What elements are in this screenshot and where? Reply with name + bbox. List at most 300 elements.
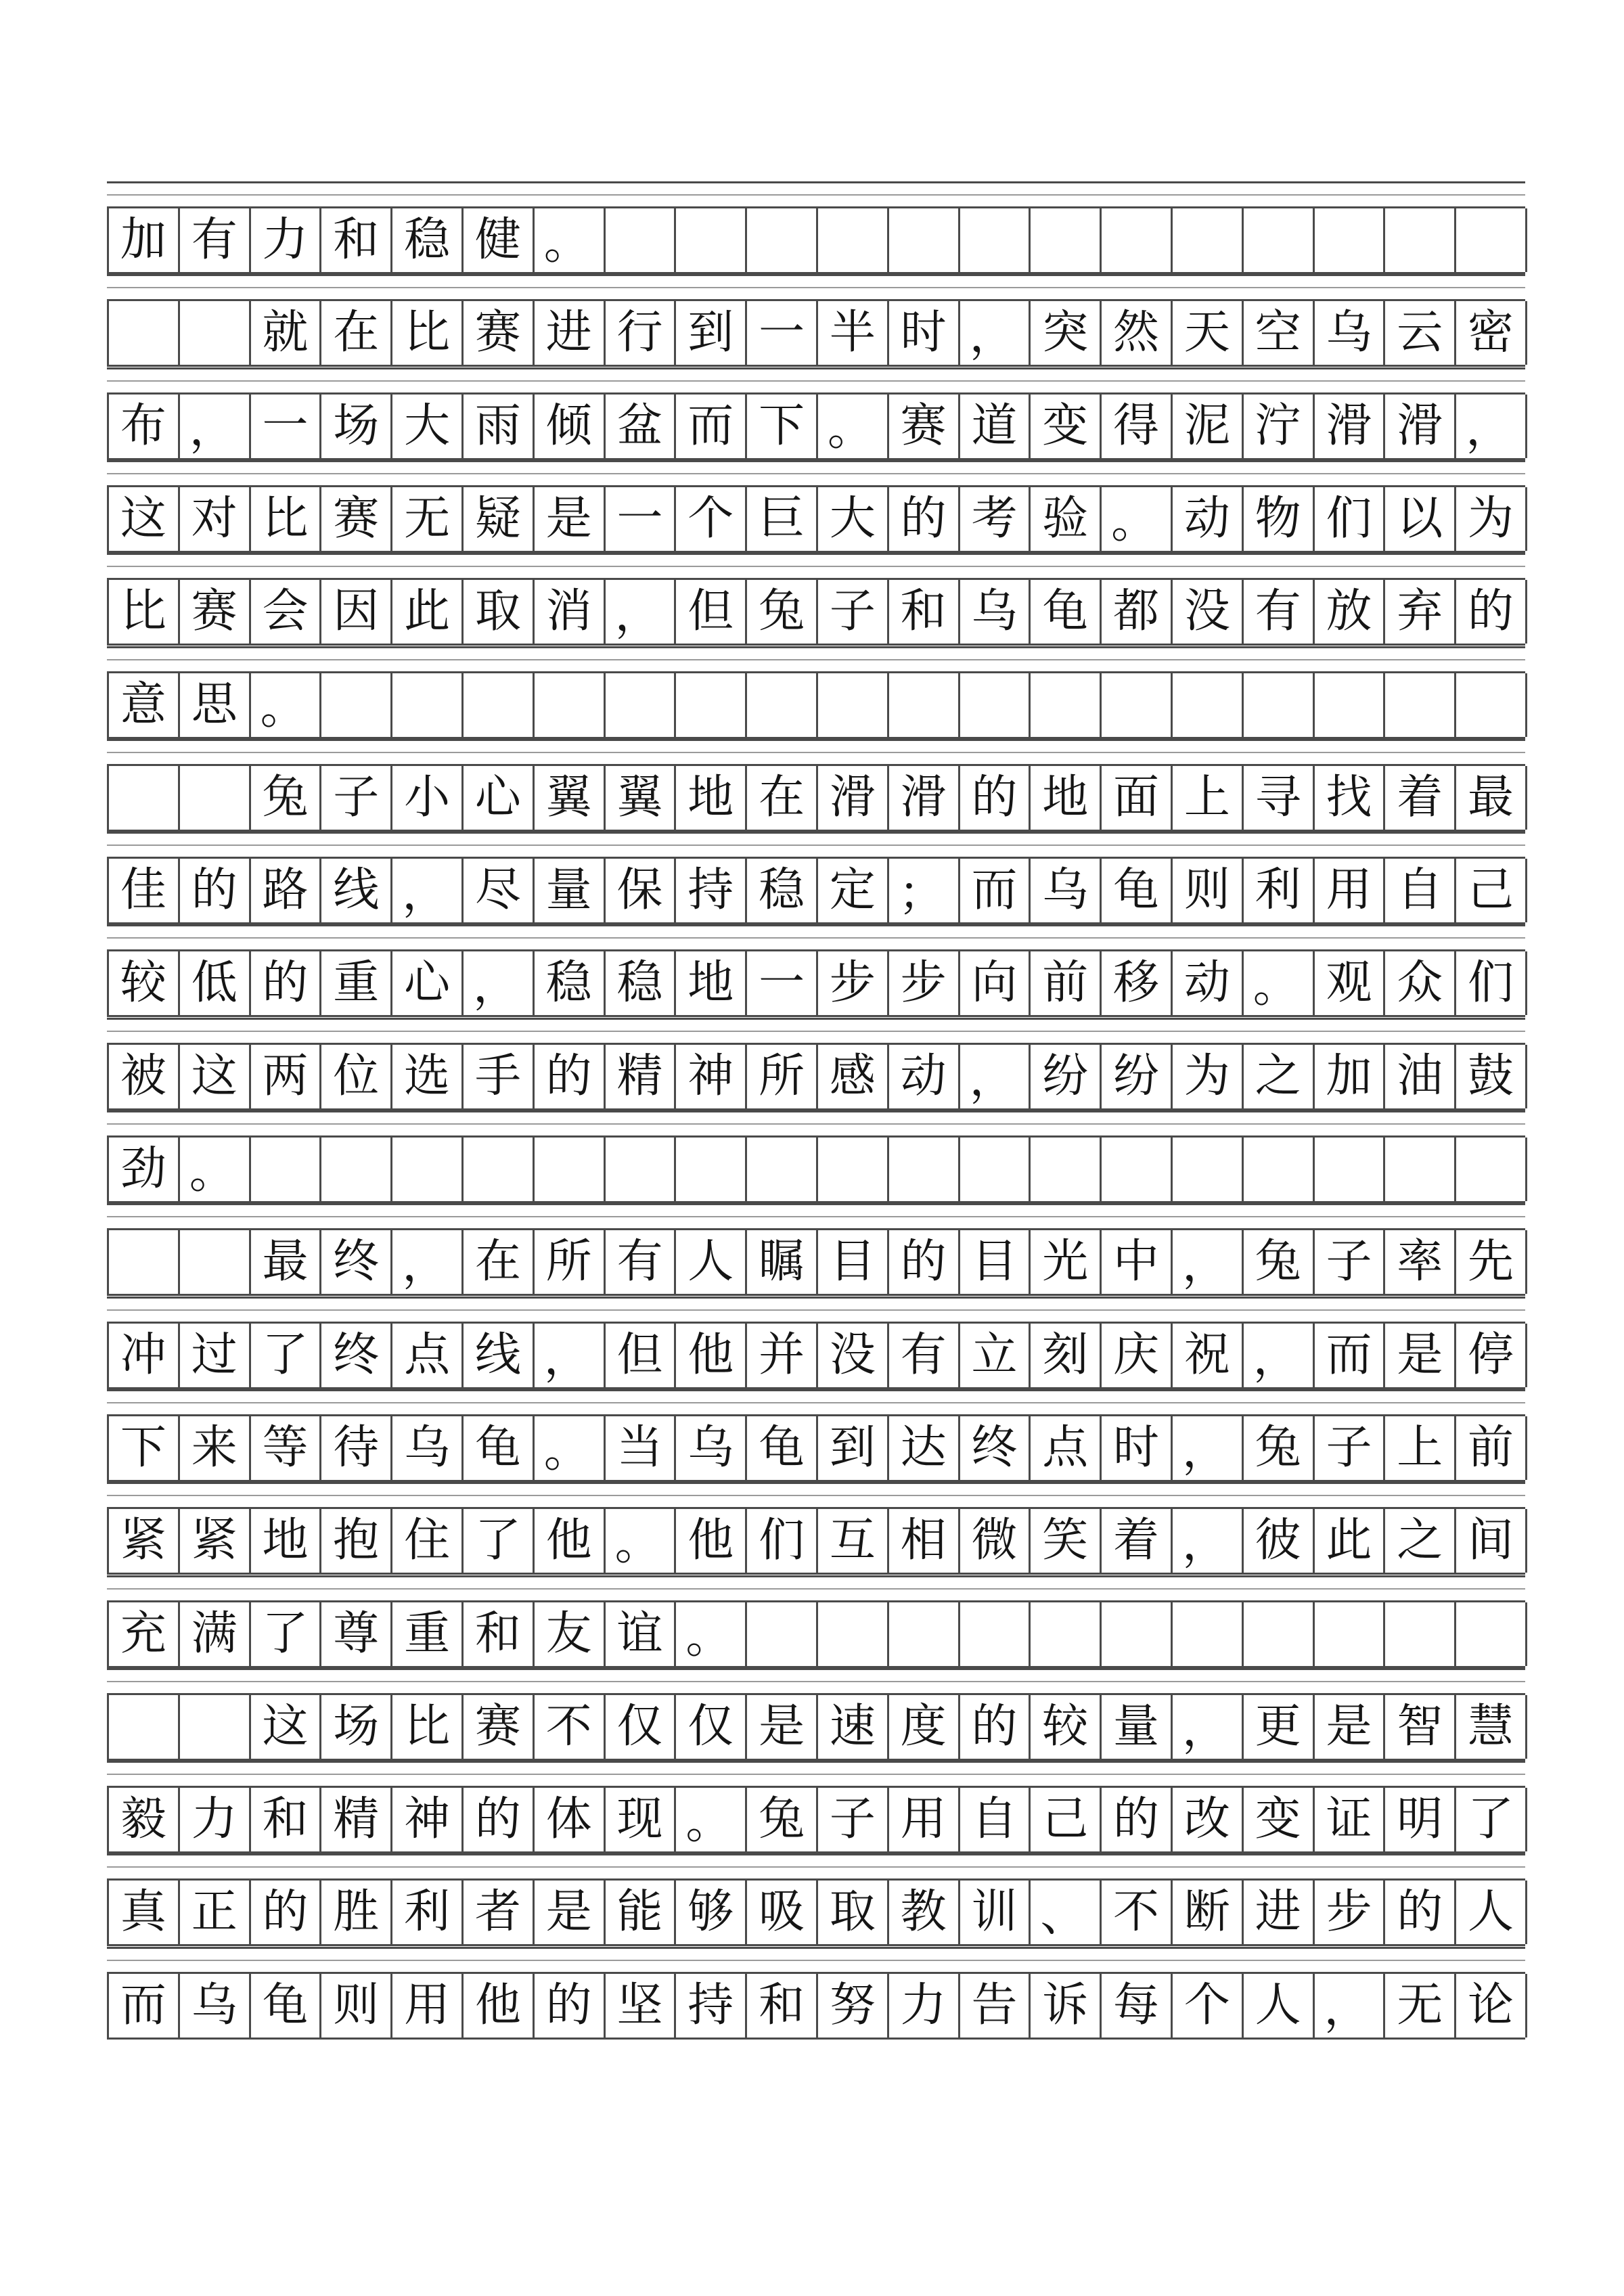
grid-cell: 一 [251, 395, 322, 458]
grid-cell: 步 [1315, 1881, 1386, 1944]
grid-cell: 和 [251, 1788, 322, 1851]
grid-cell: ， [606, 580, 677, 644]
grid-cell: 所 [535, 1230, 606, 1294]
grid-cell: 友 [535, 1602, 606, 1666]
grid-cell: 健 [464, 208, 535, 272]
grid-cell [818, 1138, 889, 1201]
grid-cell: 劲 [109, 1138, 180, 1201]
grid-cell: 地 [1031, 766, 1102, 830]
grid-cell: 用 [392, 1974, 464, 2038]
grid-cell: 告 [960, 1974, 1031, 2038]
row-spacer [107, 646, 1525, 673]
grid-cell: 乌 [180, 1974, 251, 2038]
grid-cell: ， [960, 1045, 1031, 1108]
grid-cell: 而 [960, 859, 1031, 922]
grid-cell: 量 [535, 859, 606, 922]
grid-cell: ， [1173, 1416, 1244, 1480]
grid-cell: 油 [1385, 1045, 1456, 1108]
row-cells [107, 301, 1525, 367]
grid-cell: 找 [1315, 766, 1386, 830]
grid-cell [1102, 1138, 1173, 1201]
grid-cell: 稳 [606, 951, 677, 1015]
grid-cell: 突 [1031, 301, 1102, 365]
grid-cell: 。 [818, 395, 889, 458]
grid-cell: 有 [889, 1324, 960, 1387]
grid-cell: 利 [392, 1881, 464, 1944]
grid-cell: 到 [676, 301, 747, 365]
grid-cell [109, 1695, 180, 1759]
grid-cell: 。 [1102, 487, 1173, 551]
grid-cell [889, 1602, 960, 1666]
grid-cell [180, 1230, 251, 1294]
manuscript-row [107, 1761, 1525, 1853]
row-cells [107, 487, 1525, 553]
grid-cell: 。 [535, 1416, 606, 1480]
row-spacer [107, 924, 1525, 951]
grid-cell: 稳 [535, 951, 606, 1015]
grid-cell: 个 [1173, 1974, 1244, 2038]
manuscript-row [107, 367, 1525, 460]
grid-cell: 的 [1456, 580, 1527, 644]
row-spacer [107, 739, 1525, 766]
grid-cell: 不 [535, 1695, 606, 1759]
grid-cell: 无 [1385, 1974, 1456, 2038]
grid-cell: 和 [321, 208, 392, 272]
grid-cell [747, 1602, 818, 1666]
grid-cell: 密 [1456, 301, 1527, 365]
grid-cell: 而 [1315, 1324, 1386, 1387]
row-cells [107, 1788, 1525, 1853]
grid-cell [1456, 208, 1527, 272]
grid-cell: 会 [251, 580, 322, 644]
grid-cell: 胜 [321, 1881, 392, 1944]
manuscript-row [107, 832, 1525, 924]
row-cells [107, 1881, 1525, 1946]
grid-cell [1173, 1602, 1244, 1666]
grid-cell: 速 [818, 1695, 889, 1759]
grid-cell: 体 [535, 1788, 606, 1851]
manuscript-row [107, 1668, 1525, 1761]
grid-cell: 空 [1244, 301, 1315, 365]
grid-cell: 点 [392, 1324, 464, 1387]
grid-cell: 兔 [251, 766, 322, 830]
grid-cell: 力 [889, 1974, 960, 2038]
grid-cell [1315, 673, 1386, 737]
grid-cell: 是 [535, 487, 606, 551]
grid-cell: 思 [180, 673, 251, 737]
grid-cell: 了 [1456, 1788, 1527, 1851]
grid-cell: 向 [960, 951, 1031, 1015]
grid-cell: 。 [251, 673, 322, 737]
grid-cell [180, 301, 251, 365]
grid-cell: 然 [1102, 301, 1173, 365]
grid-cell: 行 [606, 301, 677, 365]
grid-cell: 的 [464, 1788, 535, 1851]
grid-cell: 佳 [109, 859, 180, 922]
grid-cell: 寻 [1244, 766, 1315, 830]
grid-cell: 则 [321, 1974, 392, 2038]
grid-cell: 和 [747, 1974, 818, 2038]
manuscript-row [107, 646, 1525, 739]
grid-cell: 比 [251, 487, 322, 551]
grid-cell: 来 [180, 1416, 251, 1480]
grid-cell: 加 [1315, 1045, 1386, 1108]
grid-cell [1173, 673, 1244, 737]
grid-cell: 己 [1456, 859, 1527, 922]
grid-cell: 路 [251, 859, 322, 922]
grid-cell: 现 [606, 1788, 677, 1851]
grid-cell: 。 [606, 1509, 677, 1573]
grid-cell: 教 [889, 1881, 960, 1944]
grid-cell: 而 [109, 1974, 180, 2038]
grid-cell: 动 [1173, 487, 1244, 551]
grid-cell: 力 [180, 1788, 251, 1851]
grid-cell [960, 208, 1031, 272]
grid-cell: 纷 [1102, 1045, 1173, 1108]
grid-cell: 时 [1102, 1416, 1173, 1480]
grid-cell [251, 1138, 322, 1201]
grid-cell: 一 [747, 951, 818, 1015]
grid-cell: 抱 [321, 1509, 392, 1573]
grid-cell [180, 1695, 251, 1759]
grid-cell: 翼 [606, 766, 677, 830]
grid-cell: 翼 [535, 766, 606, 830]
grid-cell: 下 [109, 1416, 180, 1480]
grid-cell: 慧 [1456, 1695, 1527, 1759]
grid-cell: 滑 [1315, 395, 1386, 458]
grid-cell: 们 [1456, 951, 1527, 1015]
grid-cell: 手 [464, 1045, 535, 1108]
grid-cell: 目 [960, 1230, 1031, 1294]
row-cells [107, 766, 1525, 832]
grid-cell: 。 [676, 1602, 747, 1666]
grid-cell [1173, 1138, 1244, 1201]
grid-cell: 吸 [747, 1881, 818, 1944]
grid-cell: 稳 [392, 208, 464, 272]
grid-cell: 他 [464, 1974, 535, 2038]
grid-cell: 够 [676, 1881, 747, 1944]
row-spacer [107, 1947, 1525, 1974]
grid-cell: 坚 [606, 1974, 677, 2038]
grid-cell: 最 [1456, 766, 1527, 830]
row-spacer [107, 1761, 1525, 1788]
grid-cell: 滑 [818, 766, 889, 830]
grid-cell: 中 [1102, 1230, 1173, 1294]
manuscript-row [107, 553, 1525, 646]
row-spacer [107, 1110, 1525, 1138]
grid-cell: 有 [180, 208, 251, 272]
grid-cell: ， [392, 859, 464, 922]
grid-cell [818, 1602, 889, 1666]
manuscript-row [107, 1389, 1525, 1482]
grid-cell [392, 1138, 464, 1201]
grid-cell: 和 [889, 580, 960, 644]
grid-cell: 他 [535, 1509, 606, 1573]
row-spacer [107, 1018, 1525, 1045]
grid-cell [1385, 673, 1456, 737]
manuscript-row [107, 1297, 1525, 1389]
grid-cell: 人 [1244, 1974, 1315, 2038]
grid-cell: 。 [535, 208, 606, 272]
grid-cell: 龟 [251, 1974, 322, 2038]
manuscript-row [107, 739, 1525, 832]
grid-cell: 尽 [464, 859, 535, 922]
grid-cell: 龟 [1031, 580, 1102, 644]
grid-cell: 乌 [1315, 301, 1386, 365]
grid-cell: 心 [464, 766, 535, 830]
grid-cell: ， [1244, 1324, 1315, 1387]
row-spacer [107, 1203, 1525, 1230]
grid-cell [960, 1138, 1031, 1201]
grid-cell: 精 [606, 1045, 677, 1108]
grid-cell: 停 [1456, 1324, 1527, 1387]
grid-cell: 尊 [321, 1602, 392, 1666]
grid-cell: 龟 [747, 1416, 818, 1480]
grid-cell: 云 [1385, 301, 1456, 365]
grid-cell: 龟 [464, 1416, 535, 1480]
manuscript-row [107, 1947, 1525, 2040]
grid-cell: 仅 [676, 1695, 747, 1759]
grid-cell: 率 [1385, 1230, 1456, 1294]
grid-cell: 改 [1173, 1788, 1244, 1851]
grid-cell: 稳 [747, 859, 818, 922]
grid-cell [1102, 1602, 1173, 1666]
grid-cell: 先 [1456, 1230, 1527, 1294]
manuscript-row [107, 1853, 1525, 1946]
grid-cell [818, 673, 889, 737]
grid-cell: 地 [676, 766, 747, 830]
grid-cell: 消 [535, 580, 606, 644]
grid-cell: 纷 [1031, 1045, 1102, 1108]
grid-cell [1031, 1138, 1102, 1201]
grid-cell: 较 [1031, 1695, 1102, 1759]
grid-cell: 乌 [676, 1416, 747, 1480]
row-cells [107, 1045, 1525, 1110]
grid-cell: 选 [392, 1045, 464, 1108]
grid-cell: 滑 [889, 766, 960, 830]
grid-cell [606, 208, 677, 272]
grid-cell: 此 [1315, 1509, 1386, 1573]
grid-cell: 对 [180, 487, 251, 551]
row-spacer [107, 274, 1525, 301]
grid-cell: 一 [606, 487, 677, 551]
row-spacer [107, 1853, 1525, 1881]
row-spacer [107, 553, 1525, 580]
grid-cell: 赛 [180, 580, 251, 644]
grid-cell: 精 [321, 1788, 392, 1851]
grid-cell: 终 [321, 1324, 392, 1387]
row-cells [107, 1509, 1525, 1575]
grid-cell: 保 [606, 859, 677, 922]
grid-cell: 取 [464, 580, 535, 644]
grid-cell: 低 [180, 951, 251, 1015]
grid-cell: 是 [1315, 1695, 1386, 1759]
grid-cell [676, 1138, 747, 1201]
grid-cell: 者 [464, 1881, 535, 1944]
grid-cell: 时 [889, 301, 960, 365]
grid-cell: 相 [889, 1509, 960, 1573]
grid-cell: 赛 [321, 487, 392, 551]
grid-cell: 泞 [1244, 395, 1315, 458]
grid-cell [1031, 208, 1102, 272]
grid-cell [1456, 673, 1527, 737]
grid-cell: 道 [960, 395, 1031, 458]
grid-cell: 量 [1102, 1695, 1173, 1759]
grid-cell: 重 [321, 951, 392, 1015]
grid-cell [889, 673, 960, 737]
grid-cell: 地 [251, 1509, 322, 1573]
grid-cell: 们 [1315, 487, 1386, 551]
grid-cell: 大 [392, 395, 464, 458]
grid-cell [1102, 673, 1173, 737]
grid-cell: 能 [606, 1881, 677, 1944]
grid-cell: 紧 [109, 1509, 180, 1573]
grid-cell: 前 [1031, 951, 1102, 1015]
grid-cell: 较 [109, 951, 180, 1015]
grid-cell: 并 [747, 1324, 818, 1387]
grid-cell: 雨 [464, 395, 535, 458]
grid-cell [1315, 1138, 1386, 1201]
grid-cell: 。 [1244, 951, 1315, 1015]
grid-cell [1315, 208, 1386, 272]
grid-cell: 步 [889, 951, 960, 1015]
grid-cell: 点 [1031, 1416, 1102, 1480]
grid-cell: ， [1173, 1695, 1244, 1759]
grid-cell: 则 [1173, 859, 1244, 922]
grid-cell: 满 [180, 1602, 251, 1666]
grid-cell: 赛 [464, 301, 535, 365]
row-cells [107, 1138, 1525, 1203]
grid-cell: 的 [1102, 1788, 1173, 1851]
grid-cell: 物 [1244, 487, 1315, 551]
grid-cell [109, 766, 180, 830]
grid-cell [1315, 1602, 1386, 1666]
grid-cell [1244, 673, 1315, 737]
grid-cell: 而 [676, 395, 747, 458]
grid-cell: 子 [818, 580, 889, 644]
grid-cell: 这 [180, 1045, 251, 1108]
grid-cell: 。 [180, 1138, 251, 1201]
grid-cell [1385, 1138, 1456, 1201]
grid-cell: 冲 [109, 1324, 180, 1387]
grid-cell: 着 [1385, 766, 1456, 830]
grid-cell: 兔 [1244, 1416, 1315, 1480]
row-cells [107, 673, 1525, 739]
grid-cell: 比 [392, 1695, 464, 1759]
row-cells [107, 859, 1525, 924]
grid-cell: 面 [1102, 766, 1173, 830]
grid-cell: 的 [535, 1045, 606, 1108]
grid-cell: 神 [392, 1788, 464, 1851]
grid-cell: ， [392, 1230, 464, 1294]
grid-cell: 赛 [464, 1695, 535, 1759]
grid-cell: 被 [109, 1045, 180, 1108]
grid-cell: 移 [1102, 951, 1173, 1015]
grid-cell: 子 [1315, 1230, 1386, 1294]
grid-cell: 了 [251, 1324, 322, 1387]
row-spacer [107, 1575, 1525, 1602]
grid-cell: 兔 [747, 580, 818, 644]
grid-cell: 感 [818, 1045, 889, 1108]
grid-cell: 谊 [606, 1602, 677, 1666]
grid-cell: 龟 [1102, 859, 1173, 922]
grid-cell: 用 [1315, 859, 1386, 922]
grid-cell: 动 [1173, 951, 1244, 1015]
grid-cell: 进 [535, 301, 606, 365]
grid-cell: ， [1173, 1230, 1244, 1294]
grid-cell: 重 [392, 1602, 464, 1666]
grid-cell: 的 [535, 1974, 606, 2038]
grid-cell: 论 [1456, 1974, 1527, 2038]
grid-cell: 的 [960, 766, 1031, 830]
grid-cell: 在 [747, 766, 818, 830]
grid-cell: 观 [1315, 951, 1386, 1015]
grid-cell: ， [1456, 395, 1527, 458]
grid-cell: 定 [818, 859, 889, 922]
grid-cell: 过 [180, 1324, 251, 1387]
grid-cell: 是 [535, 1881, 606, 1944]
grid-cell: 没 [1173, 580, 1244, 644]
grid-cell: 乌 [1031, 859, 1102, 922]
grid-cell: 滑 [1385, 395, 1456, 458]
grid-cell [747, 673, 818, 737]
grid-cell: 终 [321, 1230, 392, 1294]
row-cells [107, 1602, 1525, 1668]
manuscript-row [107, 1018, 1525, 1110]
grid-cell: 训 [960, 1881, 1031, 1944]
grid-cell: 泥 [1173, 395, 1244, 458]
grid-cell: 上 [1173, 766, 1244, 830]
grid-cell [747, 208, 818, 272]
grid-cell: 是 [747, 1695, 818, 1759]
grid-cell: 所 [747, 1045, 818, 1108]
grid-cell: 仅 [606, 1695, 677, 1759]
grid-cell: 动 [889, 1045, 960, 1108]
grid-cell: 的 [889, 1230, 960, 1294]
grid-cell: ， [180, 395, 251, 458]
grid-cell: 验 [1031, 487, 1102, 551]
grid-cell: 终 [960, 1416, 1031, 1480]
grid-cell: 下 [747, 395, 818, 458]
grid-cell: 加 [109, 208, 180, 272]
grid-cell [747, 1138, 818, 1201]
grid-cell: 前 [1456, 1416, 1527, 1480]
grid-cell: 这 [251, 1695, 322, 1759]
row-cells [107, 395, 1525, 460]
grid-cell: 最 [251, 1230, 322, 1294]
grid-cell: 是 [1385, 1324, 1456, 1387]
grid-cell: 毅 [109, 1788, 180, 1851]
grid-cell [1031, 1602, 1102, 1666]
grid-cell: 光 [1031, 1230, 1102, 1294]
grid-cell: 都 [1102, 580, 1173, 644]
grid-cell: 住 [392, 1509, 464, 1573]
grid-cell: 赛 [889, 395, 960, 458]
grid-cell: 步 [818, 951, 889, 1015]
row-spacer [107, 1389, 1525, 1416]
grid-cell: 小 [392, 766, 464, 830]
grid-cell: 的 [889, 487, 960, 551]
grid-cell [1456, 1602, 1527, 1666]
grid-cell: 自 [960, 1788, 1031, 1851]
grid-cell: ； [889, 859, 960, 922]
grid-cell: 的 [251, 951, 322, 1015]
row-spacer [107, 1297, 1525, 1324]
grid-cell: 子 [321, 766, 392, 830]
grid-cell: 正 [180, 1881, 251, 1944]
grid-cell: 人 [1456, 1881, 1527, 1944]
grid-cell [109, 1230, 180, 1294]
